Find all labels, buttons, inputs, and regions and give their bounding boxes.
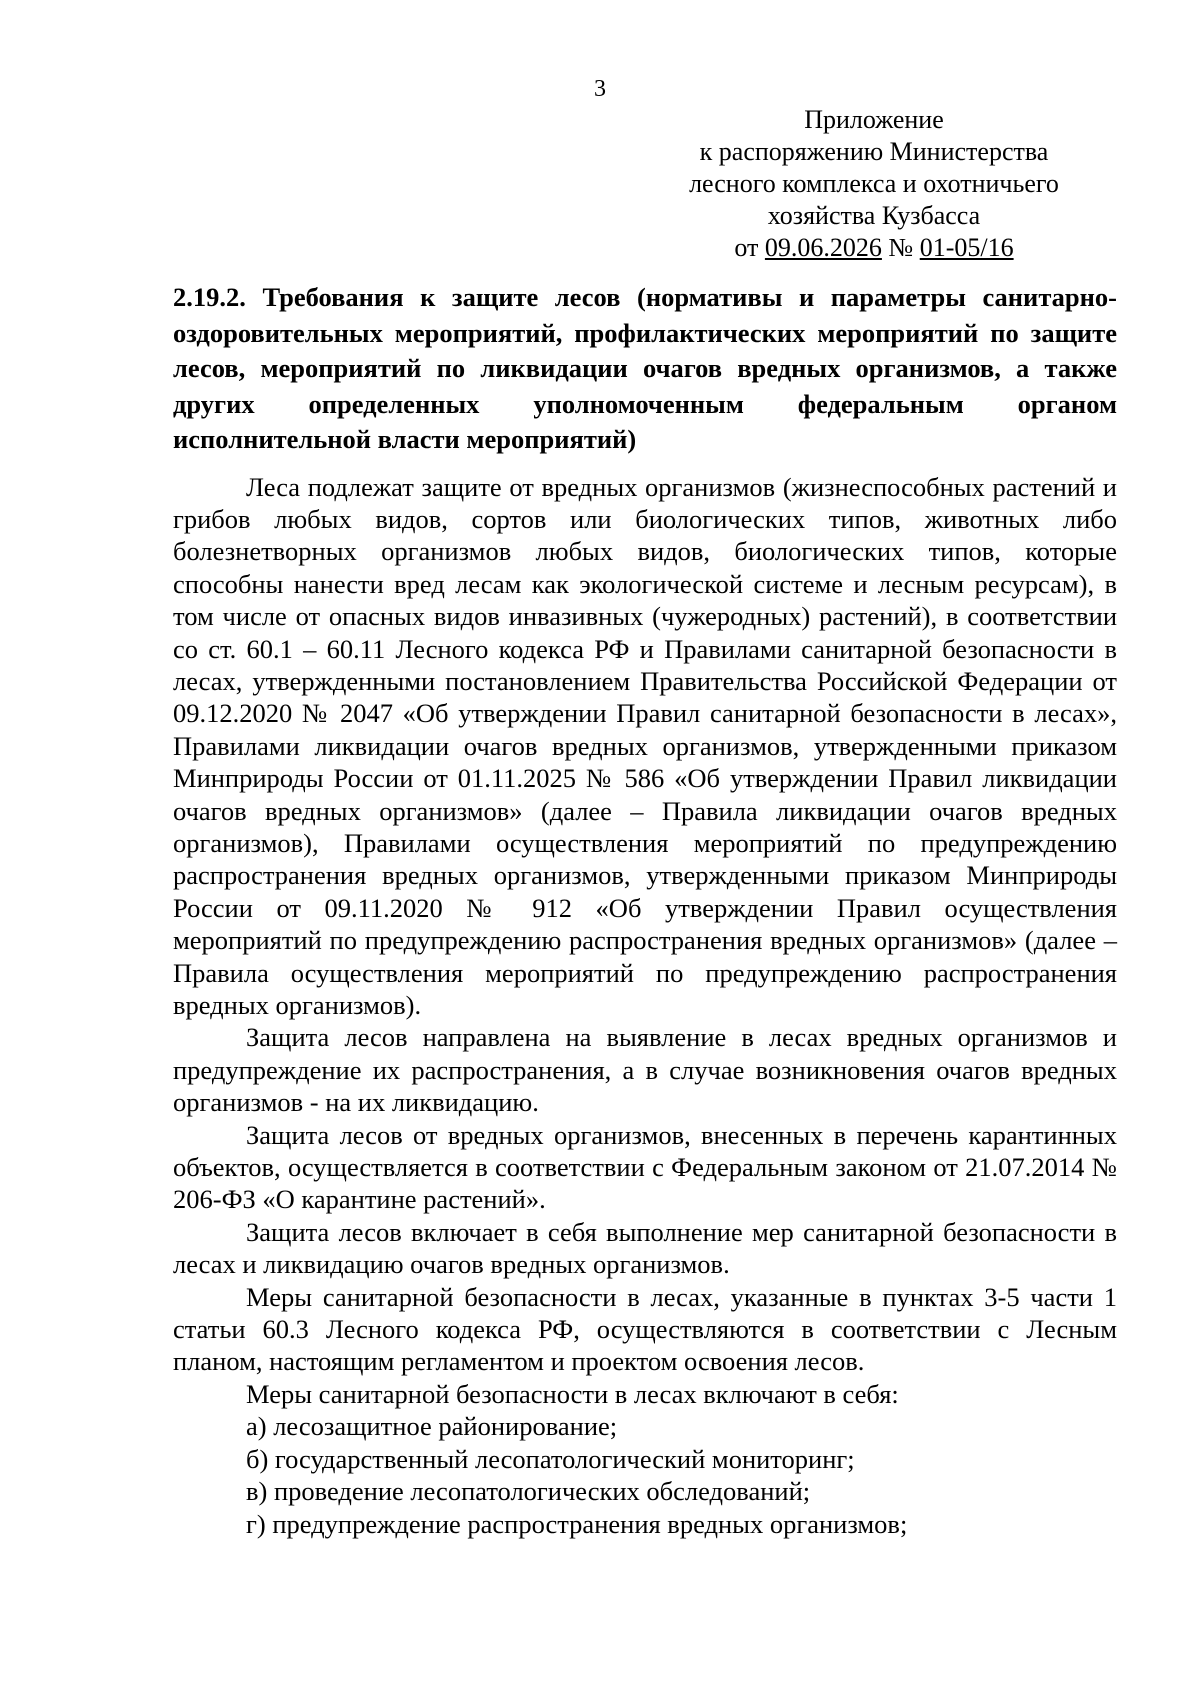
paragraph: Меры санитарной безопасности в лесах включают в себя: [246,1378,899,1409]
order-number: 01-05/16 [919,233,1014,262]
annex-date-line [676,232,1072,264]
paragraph: Меры санитарной безопасности в лесах, указанные в пунктах 3-5 части 1 статьи 60.3 Лесного кодекса РФ, осуществляются в соответствии с Лесным планом, настоящим регламентом и проектом освоения лесов. [173,1281,1117,1377]
paragraph: Защита лесов включает в себя выполнение мер санитарной безопасности в лесах и ликвидацию очагов вредных организмов. [173,1216,1117,1280]
document-body [173,280,1117,1540]
annex-line: хозяйства Кузбасса [767,201,981,230]
annex-block [676,104,1072,264]
paragraph: Защита лесов от вредных организмов, внесенных в перечень карантинных объектов, осуществляется в соответствии с Федеральным законом от 21.07.2014 № 206-ФЗ «О карантине растений». [173,1119,1117,1215]
annex-title: Приложение [804,105,944,134]
paragraph: Защита лесов направлена на выявление в лесах вредных организмов и предупреждение их распространения, а в случае возникновения очагов вредных организмов - на их ликвидацию. [173,1022,1117,1118]
annex-line: к распоряжению Министерства [699,137,1049,166]
list-item: б) государственный лесопатологический мониторинг; [246,1443,855,1474]
date-prefix: от [734,233,765,262]
number-sign: № [881,233,920,262]
paragraph: Леса подлежат защите от вредных организмов (жизнеспособных растений и грибов любых видов, сортов или биологических типов, животных либо болезнетворных организмов любых видов, биологических типов, которые способны нанести вред лесам как экологической системе и лесным ресурсам), в том числе от опасных видов инвазивных (чужеродных) растений), в соответствии со ст. 60.1 – 60.11 Лесного кодекса РФ и Правилами санитарной безопасности в лесах, утвержденными постановлением Правительства Российской Федерации от 09.12.2020 № 2047 «Об утверждении Правил санитарной безопасности в лесах», Правилами ликвидации очагов вредных организмов, утвержденными приказом Минприроды России от 01.11.2025 № 586 «Об утверждении Правил ликвидации очагов вредных организмов» (далее – Правила ликвидации очагов вредных организмов), Правилами осуществления мероприятий по предупреждению распространения вредных организмов, утвержденными приказом Минприроды России от 09.11.2020 № 912 «Об утверждении Правил осуществления мероприятий по предупреждению распространения вредных организмов» (далее – Правила осуществления мероприятий по предупреждению распространения вредных организмов). [173,471,1117,1020]
annex-line: лесного комплекса и охотничьего [689,169,1059,198]
list-item: а) лесозащитное районирование; [246,1411,618,1442]
section-heading: 2.19.2. Требования к защите лесов (нормативы и параметры санитарно-оздоровительных мероприятий, профилактических мероприятий по защите лесов, мероприятий по ликвидации очагов вредных организмов, а также других определенных уполномоченным федеральным органом исполнительной власти мероприятий) [173,282,1117,454]
page-number: 3 [594,76,606,102]
list-item: в) проведение лесопатологических обследований; [246,1476,811,1507]
list-item: г) предупреждение распространения вредных организмов; [246,1508,908,1539]
order-date: 09.06.2026 [764,233,882,262]
